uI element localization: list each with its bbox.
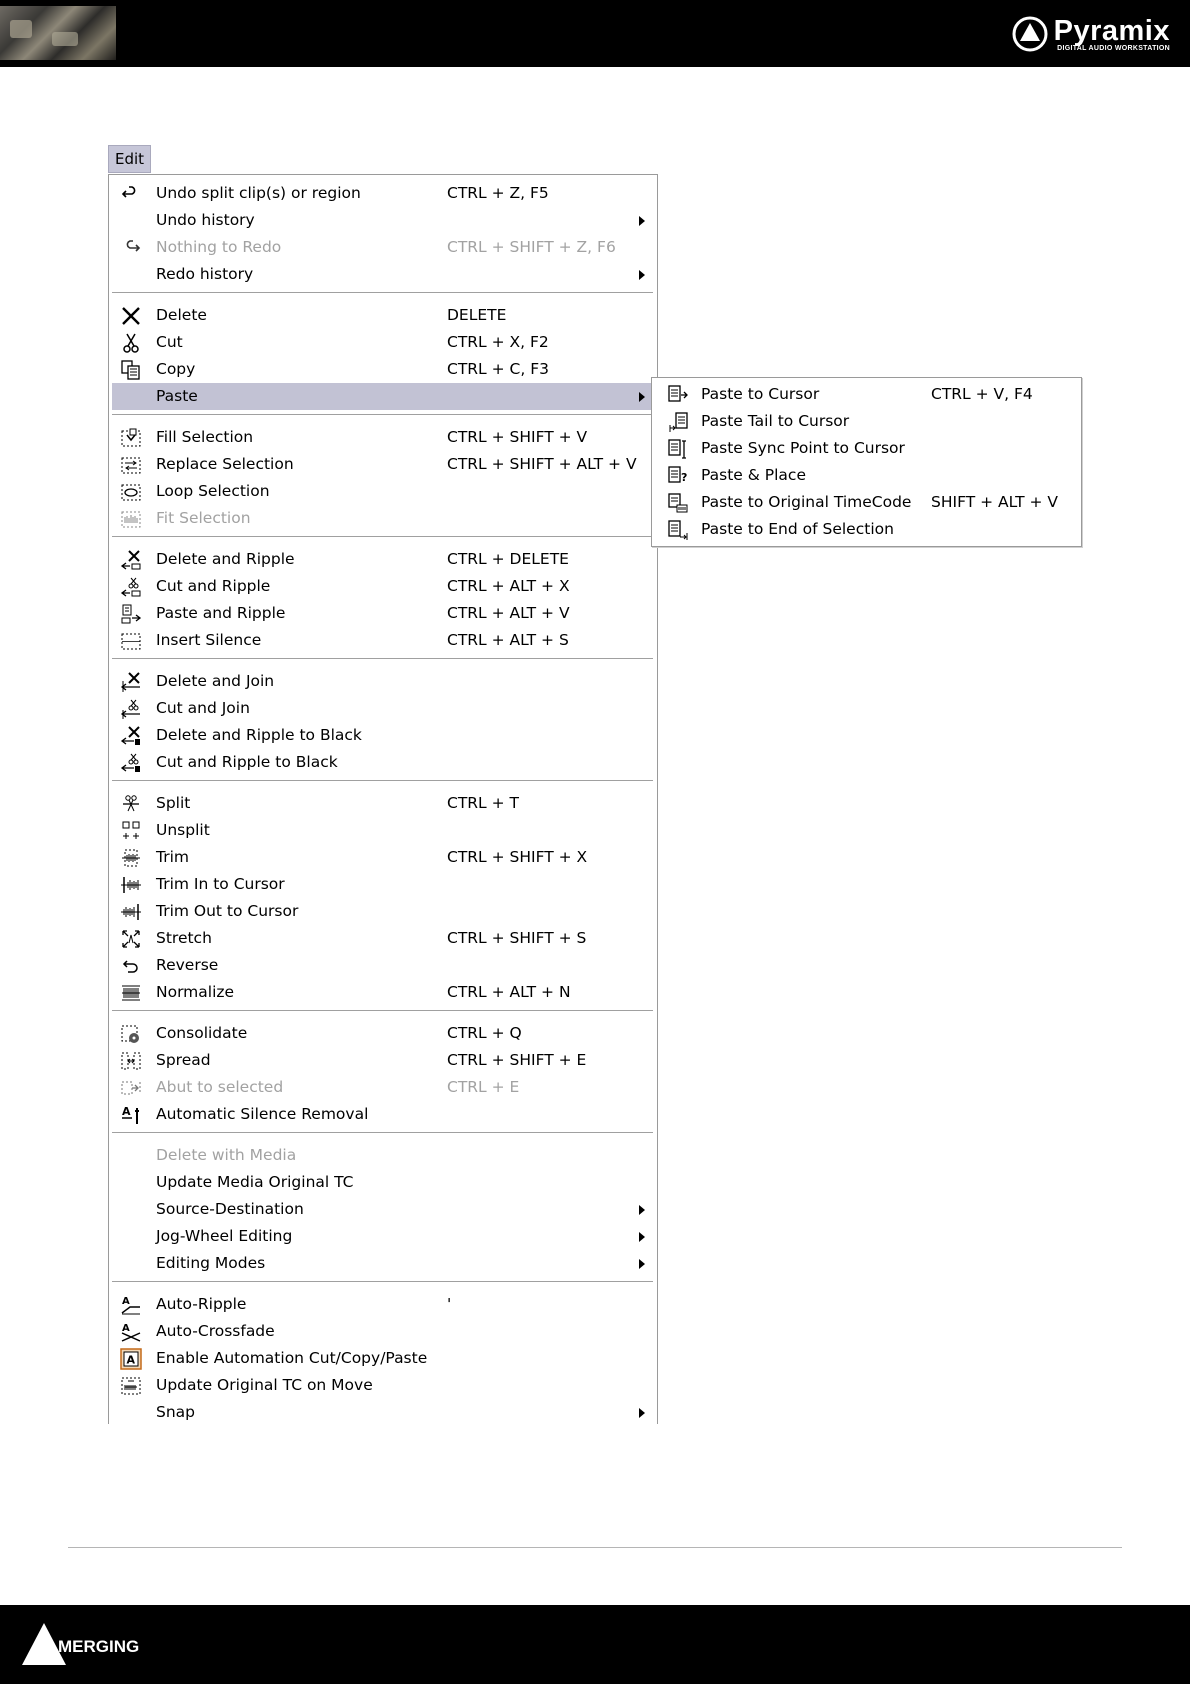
merging-brand-text: MERGING — [58, 1637, 140, 1656]
paste-place-icon — [667, 465, 689, 487]
menu-item-auto-crossfade[interactable] — [112, 1318, 653, 1345]
menu-item-paste-and-ripple[interactable] — [112, 600, 653, 627]
menu-item-redo-history[interactable] — [112, 261, 653, 288]
page-header — [0, 0, 1190, 67]
menu-item-label: Delete and Ripple to Black — [156, 726, 362, 744]
menu-item-cut[interactable] — [112, 329, 653, 356]
menu-item-unsplit[interactable] — [112, 817, 653, 844]
submenu-arrow-icon — [639, 392, 645, 402]
menu-item-nothing-to-redo — [112, 234, 653, 261]
menu-item-label: Consolidate — [156, 1024, 248, 1042]
menu-item-label: Paste Sync Point to Cursor — [701, 439, 905, 457]
menu-item-paste[interactable] — [112, 383, 653, 410]
menu-item-cut-and-ripple-to-black[interactable] — [112, 749, 653, 776]
menu-separator — [112, 780, 653, 782]
menu-item-trim-out-to-cursor[interactable] — [112, 898, 653, 925]
menu-edit[interactable]: Edit — [108, 145, 151, 173]
menu-item-label: Undo split clip(s) or region — [156, 184, 361, 202]
copy-icon — [120, 359, 142, 381]
auto-ripple-icon — [120, 1294, 142, 1316]
brand-tagline: DIGITAL AUDIO WORKSTATION — [1057, 44, 1170, 52]
menu-item-label: Copy — [156, 360, 196, 378]
svg-text:A: A — [122, 1105, 131, 1118]
menu-item-label: Insert Silence — [156, 631, 262, 649]
menu-item-label: Trim In to Cursor — [156, 875, 285, 893]
menu-item-shortcut: CTRL + SHIFT + ALT + V — [447, 455, 637, 473]
menu-item-paste-to-end-of-selection[interactable] — [655, 516, 1078, 543]
menu-item-label: Undo history — [156, 211, 255, 229]
menu-item-label: Update Original TC on Move — [156, 1376, 373, 1394]
menu-item-jog-wheel-editing[interactable] — [112, 1223, 653, 1250]
paste-sync-icon — [667, 438, 689, 460]
menu-item-label: Paste and Ripple — [156, 604, 286, 622]
menu-item-cut-and-ripple[interactable] — [112, 573, 653, 600]
menu-item-label: Delete with Media — [156, 1146, 297, 1164]
menu-item-delete-and-join[interactable] — [112, 668, 653, 695]
svg-text:A: A — [126, 1353, 136, 1367]
menu-item-label: Paste to End of Selection — [701, 520, 894, 538]
spread-icon — [120, 1050, 142, 1072]
menu-item-label: Jog-Wheel Editing — [156, 1227, 293, 1245]
menu-item-shortcut: CTRL + X, F2 — [447, 333, 549, 351]
menu-item-label: Spread — [156, 1051, 211, 1069]
delete-ripple-icon — [120, 549, 142, 571]
trim-out-icon — [120, 901, 142, 923]
menu-item-shortcut: CTRL + DELETE — [447, 550, 569, 568]
page-footer — [0, 1605, 1190, 1684]
svg-text:A: A — [122, 1323, 130, 1334]
menu-item-label: Cut and Ripple — [156, 577, 271, 595]
menu-item-label: Update Media Original TC — [156, 1173, 354, 1191]
menu-item-undo-history[interactable] — [112, 207, 653, 234]
menu-item-label: Split — [156, 794, 191, 812]
menu-item-label: Enable Automation Cut/Copy/Paste — [156, 1349, 428, 1367]
menu-item-insert-silence[interactable] — [112, 627, 653, 654]
menu-item-shortcut: CTRL + E — [447, 1078, 520, 1096]
menu-item-label: Unsplit — [156, 821, 210, 839]
menu-separator — [112, 536, 653, 538]
fit-selection-icon — [120, 508, 142, 530]
menu-item-paste-and-place[interactable] — [655, 462, 1078, 489]
menu-item-split[interactable] — [112, 790, 653, 817]
menu-item-label: Delete and Join — [156, 672, 275, 690]
fill-selection-icon — [120, 427, 142, 449]
reverse-icon — [120, 955, 142, 977]
consolidate-icon — [120, 1023, 142, 1045]
menu-item-reverse[interactable] — [112, 952, 653, 979]
menu-item-label: Editing Modes — [156, 1254, 266, 1272]
paste-ripple-icon — [120, 603, 142, 625]
brand-name: Pyramix — [1053, 14, 1170, 47]
menu-item-cut-and-join[interactable] — [112, 695, 653, 722]
update-tc-icon — [120, 1375, 142, 1397]
menu-item-paste-to-original-timecode[interactable] — [655, 489, 1078, 516]
menu-item-label: Automatic Silence Removal — [156, 1105, 369, 1123]
menu-item-trim[interactable] — [112, 844, 653, 871]
menu-item-auto-ripple[interactable] — [112, 1291, 653, 1318]
menu-item-label: Cut and Ripple to Black — [156, 753, 338, 771]
menu-item-label: Fill Selection — [156, 428, 254, 446]
submenu-arrow-icon — [639, 1259, 645, 1269]
menu-item-shortcut: ' — [447, 1295, 452, 1313]
menu-item-shortcut: CTRL + Z, F5 — [447, 184, 549, 202]
menu-item-snap[interactable] — [112, 1399, 653, 1426]
menu-item-label: Auto-Ripple — [156, 1295, 247, 1313]
paste-cursor-icon — [667, 384, 689, 406]
undo-icon — [120, 183, 142, 205]
menu-item-label: Redo history — [156, 265, 254, 283]
cut-join-icon — [120, 698, 142, 720]
menu-item-paste-to-cursor[interactable] — [655, 381, 1078, 408]
menu-separator — [112, 658, 653, 660]
menu-item-source-destination[interactable] — [112, 1196, 653, 1223]
menu-item-shortcut: CTRL + SHIFT + S — [447, 929, 587, 947]
menu-item-shortcut: CTRL + ALT + S — [447, 631, 569, 649]
menu-separator — [112, 292, 653, 294]
menu-item-label: Delete — [156, 306, 207, 324]
menu-item-shortcut: CTRL + SHIFT + V — [447, 428, 588, 446]
menu-item-shortcut: CTRL + SHIFT + X — [447, 848, 588, 866]
menu-item-label: Fit Selection — [156, 509, 251, 527]
menu-item-stretch[interactable] — [112, 925, 653, 952]
replace-selection-icon — [120, 454, 142, 476]
split-icon — [120, 793, 142, 815]
insert-silence-icon — [120, 630, 142, 652]
svg-text:?: ? — [681, 471, 688, 484]
menu-item-shortcut: SHIFT + ALT + V — [931, 493, 1059, 511]
cut-ripple-black-icon — [120, 752, 142, 774]
menu-item-shortcut: CTRL + ALT + V — [447, 604, 570, 622]
menu-item-delete-with-media — [112, 1142, 653, 1169]
cut-ripple-icon — [120, 576, 142, 598]
scissors-icon — [120, 332, 142, 354]
menu-item-shortcut: CTRL + SHIFT + E — [447, 1051, 587, 1069]
menu-item-label: Replace Selection — [156, 455, 294, 473]
menu-item-trim-in-to-cursor[interactable] — [112, 871, 653, 898]
menu-item-label: Normalize — [156, 983, 235, 1001]
paste-end-icon — [667, 519, 689, 541]
menu-item-delete-and-ripple[interactable] — [112, 546, 653, 573]
submenu-arrow-icon — [639, 270, 645, 280]
trim-icon — [120, 847, 142, 869]
menu-item-enable-automation-cut-copy-paste[interactable] — [112, 1345, 653, 1372]
menu-item-shortcut: DELETE — [447, 306, 507, 324]
menu-item-automatic-silence-removal[interactable] — [112, 1101, 653, 1128]
delete-ripple-black-icon — [120, 725, 142, 747]
menu-item-abut-to-selected — [112, 1074, 653, 1101]
submenu-arrow-icon — [639, 216, 645, 226]
pyramix-mark-icon — [1012, 16, 1048, 52]
menu-item-label: Stretch — [156, 929, 212, 947]
menu-item-shortcut: CTRL + V, F4 — [931, 385, 1033, 403]
menu-item-label: Paste Tail to Cursor — [701, 412, 850, 430]
menu-separator — [112, 1281, 653, 1283]
menu-item-shortcut: CTRL + T — [447, 794, 520, 812]
menu-item-replace-selection[interactable] — [112, 451, 653, 478]
menu-item-delete-and-ripple-to-black[interactable] — [112, 722, 653, 749]
paste-submenu — [651, 377, 1082, 547]
footer-divider — [68, 1547, 1122, 1548]
menu-item-shortcut: CTRL + C, F3 — [447, 360, 549, 378]
menu-item-shortcut: CTRL + Q — [447, 1024, 522, 1042]
menu-item-spread[interactable] — [112, 1047, 653, 1074]
menu-item-shortcut: CTRL + ALT + X — [447, 577, 570, 595]
menu-item-editing-modes[interactable] — [112, 1250, 653, 1277]
menu-item-fill-selection[interactable] — [112, 424, 653, 451]
silence-removal-icon — [120, 1104, 142, 1126]
paste-timecode-icon — [667, 492, 689, 514]
abut-icon — [120, 1077, 142, 1099]
menu-item-delete[interactable] — [112, 302, 653, 329]
menu-item-label: Auto-Crossfade — [156, 1322, 275, 1340]
menu-item-copy[interactable] — [112, 356, 653, 383]
menu-separator — [112, 1132, 653, 1134]
menu-item-label: Paste to Cursor — [701, 385, 820, 403]
trim-in-icon — [120, 874, 142, 896]
delete-join-icon — [120, 671, 142, 693]
menu-item-update-original-tc-on-move[interactable] — [112, 1372, 653, 1399]
menu-separator — [112, 414, 653, 416]
menu-item-loop-selection[interactable] — [112, 478, 653, 505]
menu-item-paste-sync-point-to-cursor[interactable] — [655, 435, 1078, 462]
delete-icon — [120, 305, 142, 327]
console-photo — [0, 6, 116, 60]
menu-item-label: Cut — [156, 333, 183, 351]
menu-item-consolidate[interactable] — [112, 1020, 653, 1047]
normalize-icon — [120, 982, 142, 1004]
menu-item-undo-split-clip-s-or-region[interactable] — [112, 180, 653, 207]
menu-item-label: Reverse — [156, 956, 219, 974]
automation-icon — [120, 1348, 142, 1370]
loop-selection-icon — [120, 481, 142, 503]
menu-separator — [112, 1010, 653, 1012]
menu-item-label: Paste to Original TimeCode — [701, 493, 912, 511]
menu-item-label: Trim Out to Cursor — [156, 902, 299, 920]
unsplit-icon — [120, 820, 142, 842]
menu-item-shortcut: CTRL + ALT + N — [447, 983, 571, 1001]
menu-item-label: Nothing to Redo — [156, 238, 282, 256]
svg-text:A: A — [122, 1296, 130, 1307]
menu-item-label: Delete and Ripple — [156, 550, 295, 568]
menu-item-paste-tail-to-cursor[interactable] — [655, 408, 1078, 435]
menu-item-label: Loop Selection — [156, 482, 270, 500]
menu-item-label: Snap — [156, 1403, 195, 1421]
menu-item-normalize[interactable] — [112, 979, 653, 1006]
submenu-arrow-icon — [639, 1205, 645, 1215]
menu-item-shortcut: CTRL + SHIFT + Z, F6 — [447, 238, 616, 256]
stretch-icon — [120, 928, 142, 950]
menu-item-label: Cut and Join — [156, 699, 250, 717]
paste-tail-icon — [667, 411, 689, 433]
menu-item-fit-selection — [112, 505, 653, 532]
menu-item-label: Paste — [156, 387, 198, 405]
menu-item-label: Abut to selected — [156, 1078, 284, 1096]
menu-item-label: Trim — [156, 848, 189, 866]
submenu-arrow-icon — [639, 1232, 645, 1242]
redo-icon — [120, 237, 142, 259]
edit-menu — [108, 174, 658, 1424]
menu-item-label: Source-Destination — [156, 1200, 304, 1218]
auto-crossfade-icon — [120, 1321, 142, 1343]
pyramix-logo — [1012, 12, 1170, 56]
menu-item-label: Paste & Place — [701, 466, 806, 484]
menu-item-update-media-original-tc[interactable] — [112, 1169, 653, 1196]
submenu-arrow-icon — [639, 1408, 645, 1418]
